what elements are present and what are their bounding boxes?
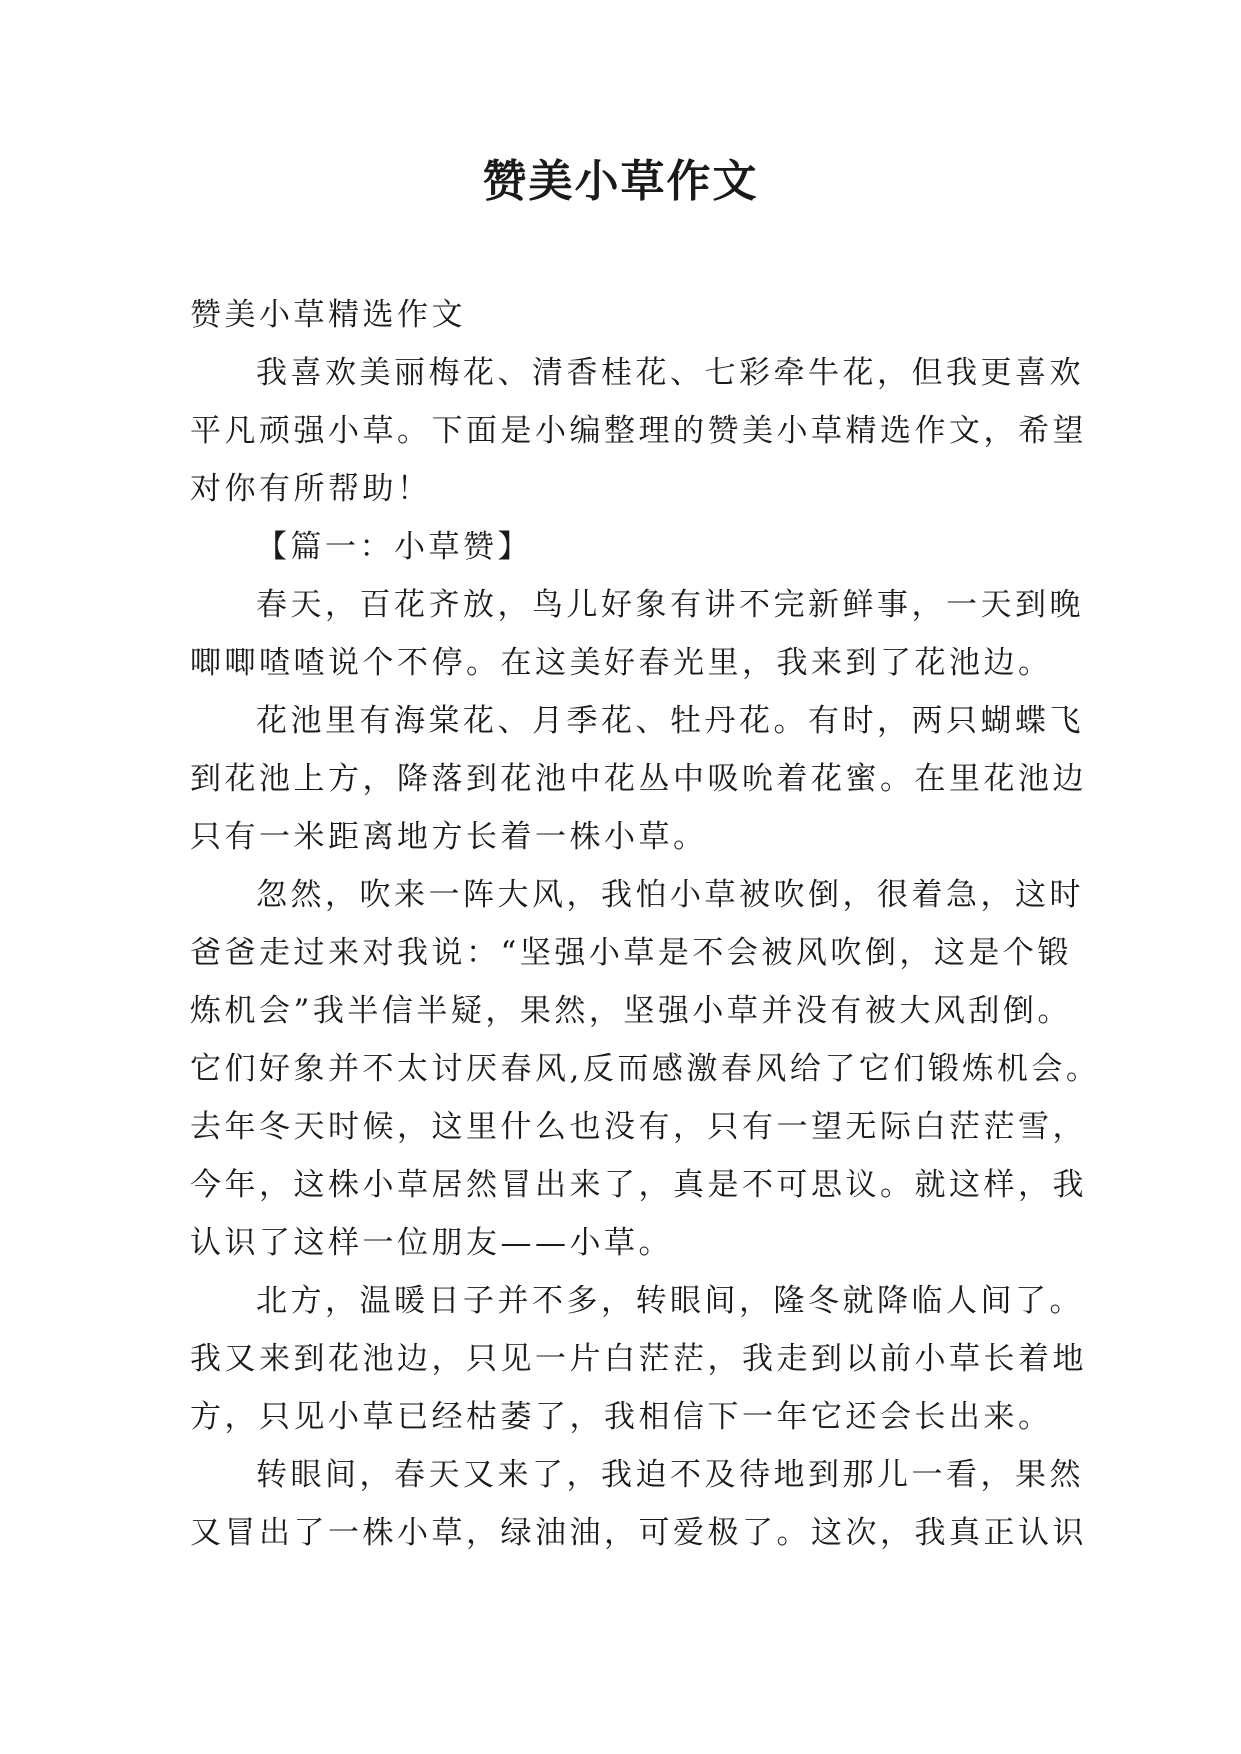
subtitle-line: 赞美小草精选作文	[190, 297, 466, 333]
text-line: 炼机会”我半信半疑，果然，坚强小草并没有被大风刮倒。	[190, 993, 1072, 1029]
text-line: 花池里有海棠花、月季花、牡丹花。有时，两只蝴蝶飞	[256, 703, 1084, 739]
text-line: 方，只见小草已经枯萎了，我相信下一年它还会长出来。	[190, 1399, 1053, 1435]
text-line: 对你有所帮助！	[190, 471, 432, 507]
text-line: 去年冬天时候，这里什么也没有，只有一望无际白茫茫雪，	[190, 1109, 1087, 1145]
text-line: 认识了这样一位朋友——小草。	[190, 1225, 673, 1261]
text-line: 平凡顽强小草。下面是小编整理的赞美小草精选作文，希望	[190, 413, 1087, 449]
document-body	[190, 286, 1101, 1562]
text-line: 我又来到花池边，只见一片白茫茫，我走到以前小草长着地	[190, 1341, 1087, 1377]
text-line: 它们好象并不太讨厌春风,反而感激春风给了它们锻炼机会。	[190, 1051, 1101, 1087]
document-title: 赞美小草作文	[482, 156, 759, 207]
text-line: 忽然，吹来一阵大风，我怕小草被吹倒，很着急，这时	[256, 877, 1084, 913]
section-heading: 【篇一：小草赞】	[256, 529, 532, 565]
text-line: 又冒出了一株小草，绿油油，可爱极了。这次，我真正认识	[190, 1515, 1087, 1551]
text-line: 转眼间，春天又来了，我迫不及待地到那儿一看，果然	[256, 1457, 1084, 1493]
text-line: 我喜欢美丽梅花、清香桂花、七彩牵牛花，但我更喜欢	[256, 355, 1084, 391]
text-line: 只有一米距离地方长着一株小草。	[190, 819, 708, 855]
text-line: 爸爸走过来对我说：“坚强小草是不会被风吹倒，这是个锻	[190, 935, 1072, 971]
text-line: 到花池上方，降落到花池中花丛中吸吮着花蜜。在里花池边	[190, 761, 1087, 797]
text-line: 今年，这株小草居然冒出来了，真是不可思议。就这样，我	[190, 1167, 1087, 1203]
text-line: 春天，百花齐放，鸟儿好象有讲不完新鲜事，一天到晚	[256, 587, 1084, 623]
text-line: 唧唧喳喳说个不停。在这美好春光里，我来到了花池边。	[190, 645, 1053, 681]
text-line: 北方，温暖日子并不多，转眼间，隆冬就降临人间了。	[256, 1283, 1084, 1319]
